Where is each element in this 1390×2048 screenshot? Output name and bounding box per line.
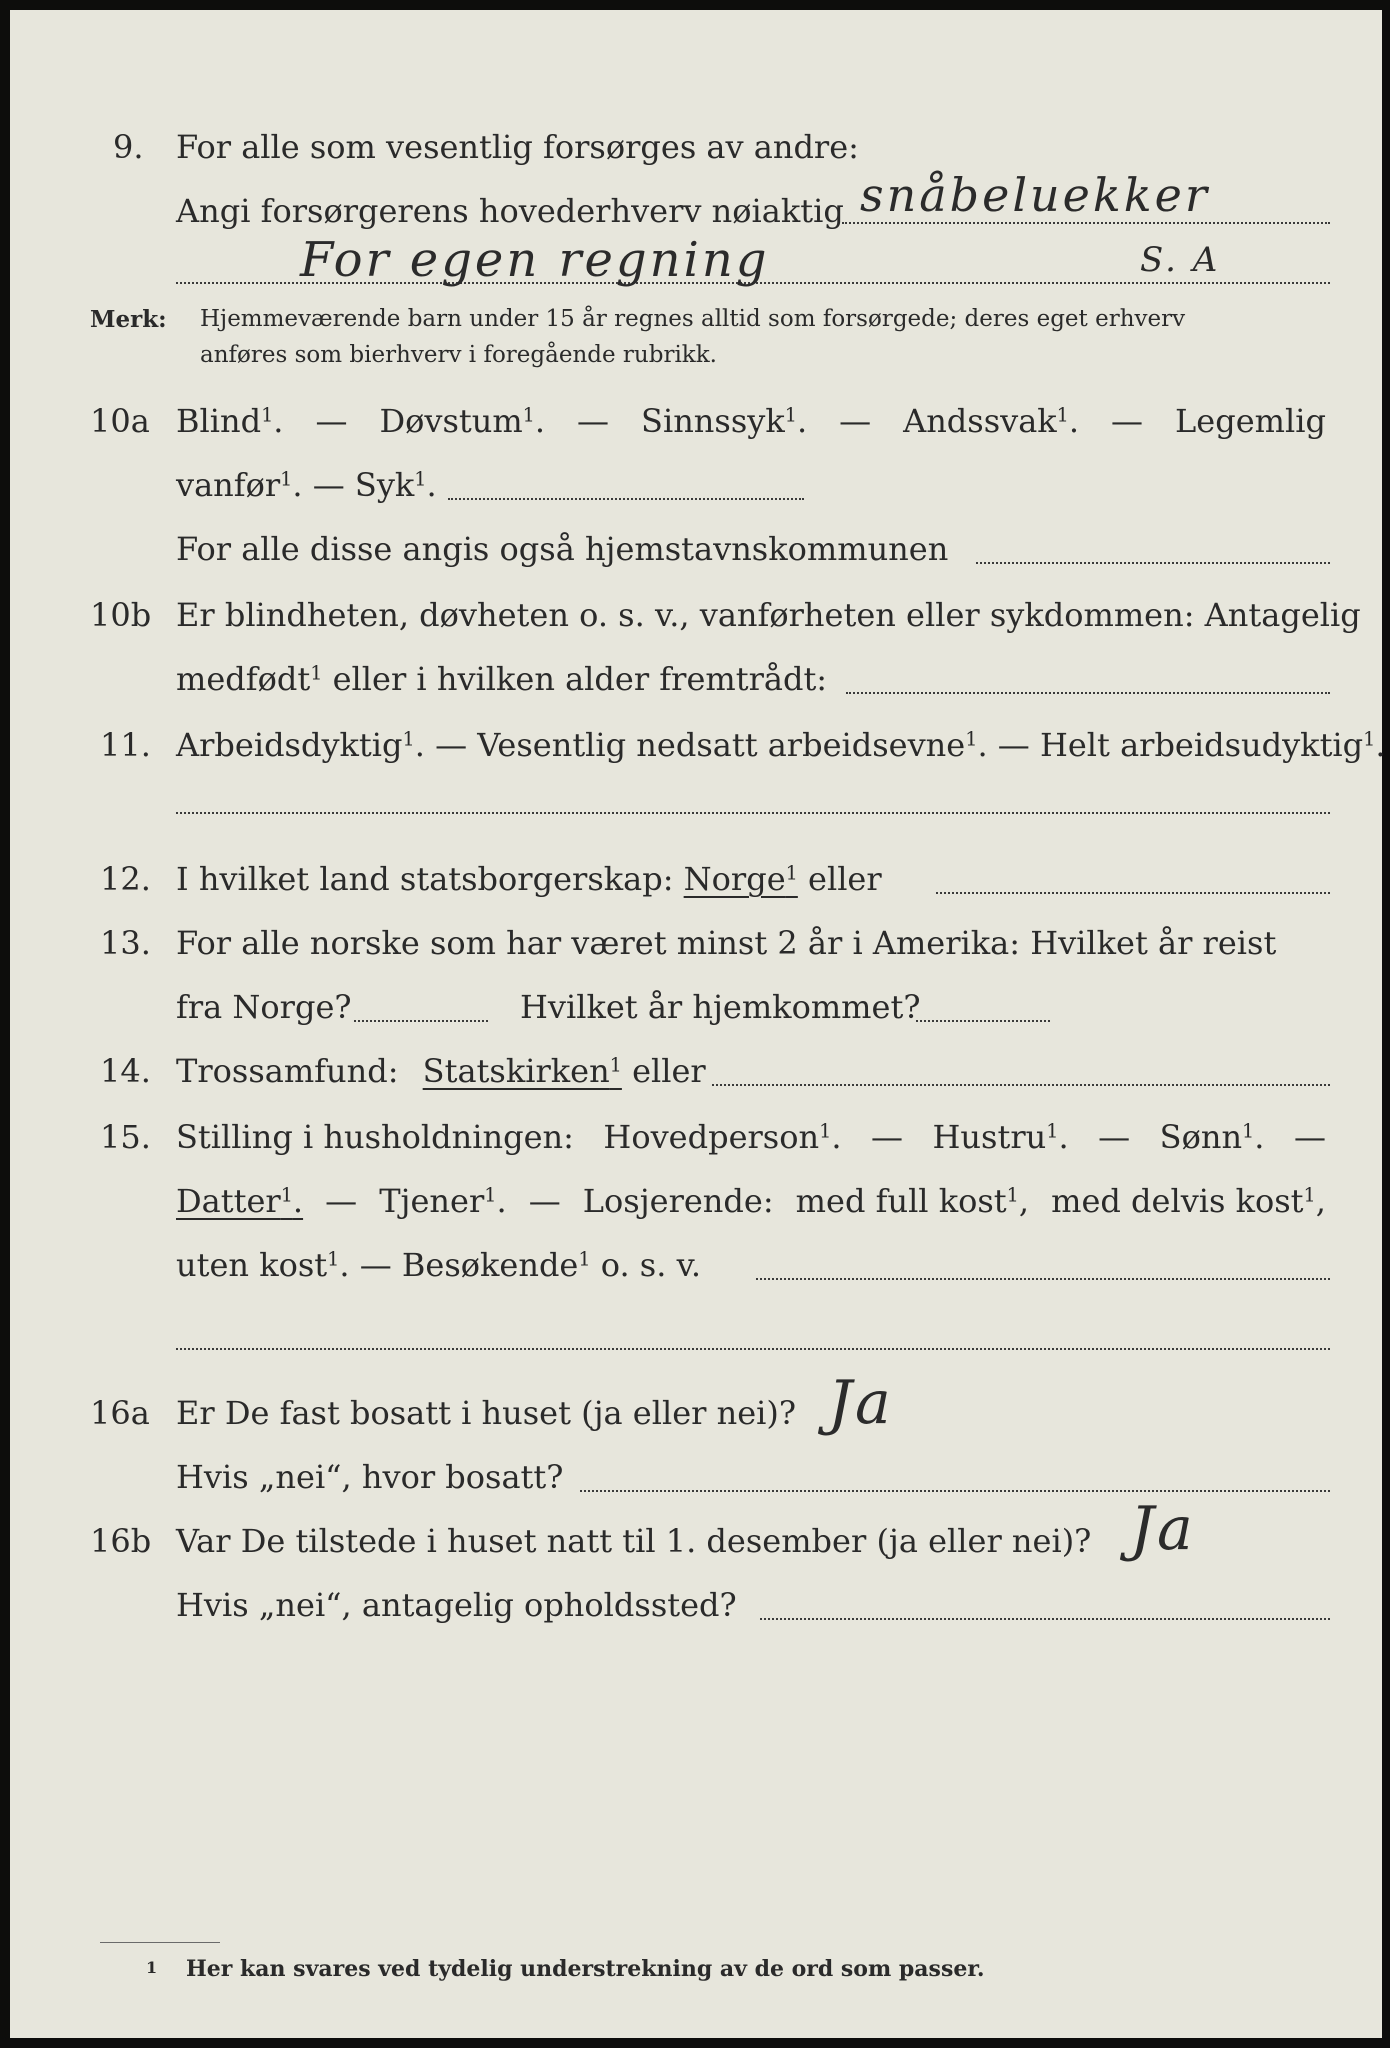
q15-datter-underlined: Datter$^1$. xyxy=(176,1182,304,1220)
q10a-vanfor: vanfør$^1$. xyxy=(176,466,303,504)
q15-number: 15. xyxy=(100,1118,151,1156)
q9-line2: Angi forsørgerens hovederhverv nøiaktig xyxy=(176,192,844,230)
footnote-mark: 1 xyxy=(146,1958,158,1977)
q10a-dash2: — xyxy=(577,402,610,440)
q9-handwritten-answer: For egen regning xyxy=(300,232,770,288)
q10a-dash1: — xyxy=(315,402,348,440)
q13-line2a: fra Norge? xyxy=(176,988,352,1026)
q10a-number: 10a xyxy=(90,402,150,440)
q12-norge-underlined: Norge$^1$ xyxy=(683,860,798,898)
q10a-syk-dots xyxy=(448,498,804,500)
q11-opt1: Arbeidsdyktig$^1$. xyxy=(176,726,425,764)
q13-line2b: Hvilket år hjemkommet? xyxy=(520,988,921,1026)
q10b-line2: medfødt$^1$ eller i hvilken alder fremtrådt: xyxy=(176,660,828,698)
q10a-line3: For alle disse angis også hjemstavnskommunen xyxy=(176,530,949,568)
q16b-dots xyxy=(760,1618,1330,1620)
q10b-number: 10b xyxy=(90,596,152,634)
q10a-kommune-dots xyxy=(976,562,1330,564)
q14-number: 14. xyxy=(100,1052,151,1090)
q16b-number: 16b xyxy=(90,1522,152,1560)
q10a-dash4: — xyxy=(1111,402,1144,440)
q10a-legemlig: Legemlig xyxy=(1175,402,1326,440)
q13-line1: For alle norske som har været minst 2 år i Amerika: Hvilket år reist xyxy=(176,924,1277,962)
merk-line1: Hjemmeværende barn under 15 år regnes alltid som forsørgede; deres eget erhverv xyxy=(200,306,1186,332)
q12-dots xyxy=(936,892,1330,894)
q10a-sinnssyk: Sinnssyk$^1$. xyxy=(641,402,808,440)
q14-line: Trossamfund: Statskirken$^1$ eller xyxy=(176,1052,706,1090)
q15-line1: Stilling i husholdningen: Hovedperson$^1$. — Hustru$^1$. — Sønn$^1$. — xyxy=(176,1118,1326,1156)
q9-answer-line1-dots xyxy=(842,222,1330,224)
q9-line1: For alle som vesentlig forsørges av andre: xyxy=(176,128,859,166)
q15-extra-dots xyxy=(176,1348,1330,1350)
q16a-number: 16a xyxy=(90,1394,150,1432)
q13-number: 13. xyxy=(100,924,151,962)
q16b-handwritten-answer: Ja xyxy=(1130,1494,1196,1564)
footnote-text: Her kan svares ved tydelig understrekning av de ord som passer. xyxy=(186,1956,985,1982)
q10a-andssvak: Andssvak$^1$. xyxy=(903,402,1080,440)
q15-line3: uten kost$^1$. — Besøkende$^1$ o. s. v. xyxy=(176,1246,702,1284)
q12-line: I hvilket land statsborgerskap: Norge$^1$ eller xyxy=(176,860,882,898)
q11-opt3: Helt arbeidsudyktig$^1$. xyxy=(1039,726,1386,764)
q16b-line2: Hvis „nei“, antagelig opholdssted? xyxy=(176,1586,737,1624)
q11-opt2: Vesentlig nedsatt arbeidsevne$^1$. xyxy=(477,726,988,764)
merk-line2: anføres som bierhverv i foregående rubrikk. xyxy=(200,342,717,368)
q10b-medfodt: medfødt$^1$ xyxy=(176,660,323,698)
q16a-dots xyxy=(580,1490,1330,1492)
q15-dots xyxy=(756,1278,1330,1280)
q14-statskirken-underlined: Statskirken$^1$ xyxy=(422,1052,622,1090)
q9-handwritten-initials: S. A xyxy=(1140,240,1221,280)
q10a-line2 xyxy=(176,466,437,504)
census-form-page xyxy=(10,10,1386,2038)
q10a-dash3: — xyxy=(839,402,872,440)
q16b-line1: Var De tilstede i huset natt til 1. desember (ja eller nei)? xyxy=(176,1522,1092,1560)
q13-hjemkommet-dots xyxy=(916,1020,1050,1022)
q9-number: 9. xyxy=(113,128,144,166)
q11-number: 11. xyxy=(100,726,151,764)
q14-dots xyxy=(712,1084,1330,1086)
q13-reist-dots xyxy=(354,1020,488,1022)
q10a-blind: Blind$^1$. xyxy=(176,402,284,440)
q15-line2: Datter$^1$. — Tjener$^1$. — Losjerende: med full kost$^1$, med delvis kost$^1$, xyxy=(176,1182,1326,1220)
q10b-line1: Er blindheten, døvheten o. s. v., vanførheten eller sykdommen: Antagelig xyxy=(176,596,1361,634)
q16a-handwritten-answer: Ja xyxy=(828,1368,894,1438)
q11-dots xyxy=(176,812,1330,814)
q9-handwritten-occupation: snåbeluekker xyxy=(860,168,1210,222)
q10b-dots xyxy=(846,692,1330,694)
q16a-line2: Hvis „nei“, hvor bosatt? xyxy=(176,1458,564,1496)
q10a-syk: Syk$^1$. xyxy=(354,466,437,504)
q10a-line1 xyxy=(176,402,1326,440)
q11-line: Arbeidsdyktig$^1$. — Vesentlig nedsatt arbeidsevne$^1$. — Helt arbeidsudyktig$^1$. xyxy=(176,726,1386,764)
q10a-dash5: — xyxy=(312,466,345,504)
q16a-line1: Er De fast bosatt i huset (ja eller nei)? xyxy=(176,1394,797,1432)
merk-label: Merk: xyxy=(90,306,167,333)
q12-number: 12. xyxy=(100,860,151,898)
footnote-rule xyxy=(100,1942,220,1943)
q10a-dovstum: Døvstum$^1$. xyxy=(379,402,546,440)
